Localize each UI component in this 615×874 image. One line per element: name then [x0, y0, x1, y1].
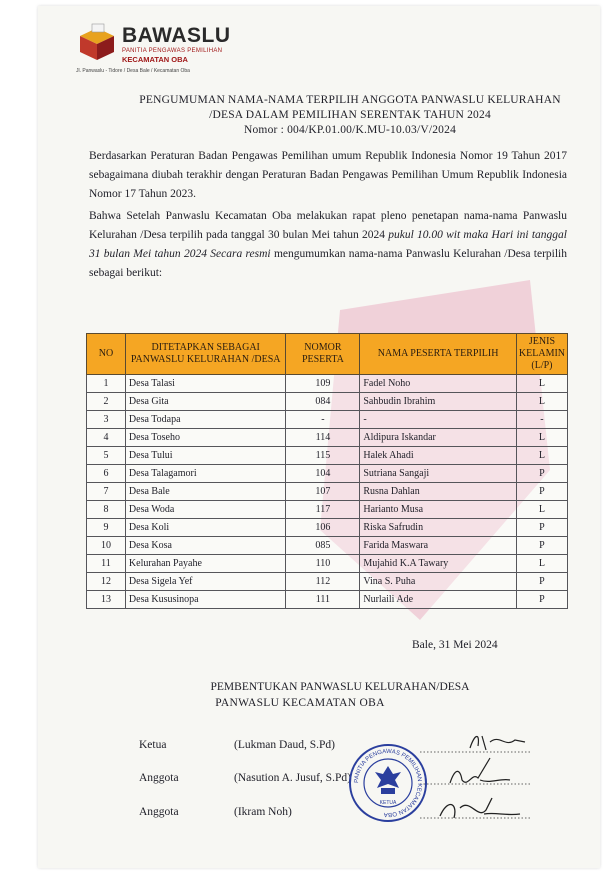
- header-no: NO: [87, 334, 126, 375]
- table-row: [87, 483, 568, 501]
- cell-nama: Farida Maswara: [360, 537, 517, 555]
- cell-nama: Mujahid K.A Tawary: [360, 555, 517, 573]
- cell-jenis-kelamin: P: [516, 537, 567, 555]
- cell-nama: Aldipura Iskandar: [360, 429, 517, 447]
- table-row: [87, 591, 568, 609]
- cell-desa: Desa Todapa: [125, 411, 286, 429]
- stamp-ring-text: PANITIA PENGAWAS PEMILIHAN KECAMATAN OBA: [353, 748, 423, 818]
- cell-nomor: 084: [286, 393, 360, 411]
- cell-no: 7: [87, 483, 126, 501]
- cell-desa: Kelurahan Payahe: [125, 555, 286, 573]
- cell-nomor: 104: [286, 465, 360, 483]
- signer-name-ketua: (Lukman Daud, S.Pd): [234, 739, 335, 751]
- cell-jenis-kelamin: L: [516, 555, 567, 573]
- cell-jenis-kelamin: L: [516, 375, 567, 393]
- logo-title: BAWASLU: [122, 24, 231, 47]
- paragraph-announcement-italic: pukul 10.00 wit maka Hari ini tanggal 31 bulan Mei tahun 2024 Secara resmi: [89, 229, 567, 260]
- table-row: [87, 411, 568, 429]
- heading-line-2: /DESA DALAM PEMILIHAN SERENTAK TAHUN 2024: [209, 109, 491, 121]
- cell-nomor: 106: [286, 519, 360, 537]
- table-row: [87, 375, 568, 393]
- cell-no: 13: [87, 591, 126, 609]
- cell-jenis-kelamin: P: [516, 483, 567, 501]
- cell-nama: Sutriana Sangaji: [360, 465, 517, 483]
- ballot-box-icon: [76, 22, 118, 62]
- cell-desa: Desa Sigela Yef: [125, 573, 286, 591]
- cell-nomor: 107: [286, 483, 360, 501]
- bawaslu-logo: [76, 22, 251, 80]
- cell-jenis-kelamin: L: [516, 393, 567, 411]
- table-row: [87, 555, 568, 573]
- table-row: [87, 573, 568, 591]
- table-row: [87, 501, 568, 519]
- official-stamp-icon: [347, 742, 429, 824]
- header-jenis-kelamin: JENIS KELAMIN (L/P): [516, 334, 567, 375]
- cell-desa: Desa Talagamori: [125, 465, 286, 483]
- table-row: [87, 429, 568, 447]
- document-number: Nomor : 004/KP.01.00/K.MU-10.03/V/2024: [243, 124, 457, 136]
- cell-no: 10: [87, 537, 126, 555]
- table-body: [87, 375, 568, 609]
- paragraph-announcement: [89, 207, 567, 283]
- table-row: [87, 393, 568, 411]
- table-row: [87, 465, 568, 483]
- signers-heading-1: PEMBENTUKAN PANWASLU KELURAHAN/DESA: [210, 681, 470, 693]
- cell-jenis-kelamin: -: [516, 411, 567, 429]
- cell-jenis-kelamin: P: [516, 465, 567, 483]
- signer-role-anggota-2: Anggota: [139, 806, 179, 818]
- cell-nomor: 117: [286, 501, 360, 519]
- cell-nomor: 111: [286, 591, 360, 609]
- cell-desa: Desa Kususinopa: [125, 591, 286, 609]
- header-nama: NAMA PESERTA TERPILIH: [360, 334, 517, 375]
- paragraph-announcement-part1: Bahwa Setelah Panwaslu Kecamatan Oba melakukan rapat pleno penetapan nama-nama Panwaslu Kelurahan /Desa terpilih pada tanggal 30 bulan Mei tahun 2024: [89, 210, 567, 241]
- table-row: [87, 537, 568, 555]
- cell-no: 1: [87, 375, 126, 393]
- signers-heading-2: PANWASLU KECAMATAN OBA: [215, 697, 385, 709]
- cell-no: 6: [87, 465, 126, 483]
- cell-nomor: 112: [286, 573, 360, 591]
- paragraph-legal-basis: Berdasarkan Peraturan Badan Pengawas Pemilihan umum Republik Indonesia Nomor 19 Tahun 2017 sebagaimana diubah terakhir dengan Peraturan Badan Pengawas Pemilihan Umum Republik Indonesia Nomor 17 Tahun 2023.: [89, 150, 567, 200]
- cell-nama: Rusna Dahlan: [360, 483, 517, 501]
- cell-no: 4: [87, 429, 126, 447]
- cell-desa: Desa Toseho: [125, 429, 286, 447]
- signer-name-anggota-2: (Ikram Noh): [234, 806, 292, 818]
- date-place: Bale, 31 Mei 2024: [412, 639, 498, 651]
- cell-nama: Harianto Musa: [360, 501, 517, 519]
- signature-marks-icon: [420, 728, 540, 828]
- logo-address: Jl. Panwaslu - Tidore / Desa Bale / Kecamatan Oba: [76, 68, 190, 74]
- stamp-center-text: KETUA: [379, 800, 397, 806]
- cell-desa: Desa Woda: [125, 501, 286, 519]
- cell-nama: -: [360, 411, 517, 429]
- cell-nomor: 114: [286, 429, 360, 447]
- cell-nama: Nurlaili Ade: [360, 591, 517, 609]
- table-row: [87, 519, 568, 537]
- logo-subtitle: PANITIA PENGAWAS PEMILIHAN: [122, 48, 223, 54]
- cell-desa: Desa Gita: [125, 393, 286, 411]
- table-header-row: [87, 334, 568, 375]
- cell-jenis-kelamin: P: [516, 519, 567, 537]
- cell-desa: Desa Bale: [125, 483, 286, 501]
- cell-jenis-kelamin: L: [516, 501, 567, 519]
- cell-jenis-kelamin: P: [516, 573, 567, 591]
- cell-nomor: 110: [286, 555, 360, 573]
- cell-desa: Desa Koli: [125, 519, 286, 537]
- cell-no: 2: [87, 393, 126, 411]
- cell-nama: Riska Safrudin: [360, 519, 517, 537]
- cell-jenis-kelamin: L: [516, 429, 567, 447]
- cell-no: 5: [87, 447, 126, 465]
- cell-jenis-kelamin: L: [516, 447, 567, 465]
- table-row: [87, 447, 568, 465]
- cell-no: 3: [87, 411, 126, 429]
- cell-nomor: 109: [286, 375, 360, 393]
- results-table: [86, 333, 568, 609]
- cell-jenis-kelamin: P: [516, 591, 567, 609]
- header-nomor: NOMOR PESERTA: [286, 334, 360, 375]
- heading-line-1: PENGUMUMAN NAMA-NAMA TERPILIH ANGGOTA PANWASLU KELURAHAN: [139, 94, 561, 106]
- logo-kecamatan: KECAMATAN OBA: [122, 55, 188, 64]
- paragraph-announcement-part2: mengumumkan nama-nama Panwaslu Kelurahan /Desa terpilih sebagai berikut:: [89, 248, 567, 279]
- cell-no: 8: [87, 501, 126, 519]
- cell-nomor: 115: [286, 447, 360, 465]
- cell-nama: Fadel Noho: [360, 375, 517, 393]
- signer-role-ketua: Ketua: [139, 739, 167, 751]
- cell-nama: Sahbudin Ibrahim: [360, 393, 517, 411]
- cell-nomor: 085: [286, 537, 360, 555]
- cell-no: 12: [87, 573, 126, 591]
- cell-nomor: -: [286, 411, 360, 429]
- cell-desa: Desa Kosa: [125, 537, 286, 555]
- signer-name-anggota-1: (Nasution A. Jusuf, S.Pd): [234, 772, 351, 784]
- cell-nama: Vina S. Puha: [360, 573, 517, 591]
- header-desa: DITETAPKAN SEBAGAI PANWASLU KELURAHAN /DESA: [125, 334, 286, 375]
- cell-desa: Desa Talasi: [125, 375, 286, 393]
- cell-no: 11: [87, 555, 126, 573]
- cell-nama: Halek Ahadi: [360, 447, 517, 465]
- signer-role-anggota-1: Anggota: [139, 772, 179, 784]
- cell-desa: Desa Tului: [125, 447, 286, 465]
- cell-no: 9: [87, 519, 126, 537]
